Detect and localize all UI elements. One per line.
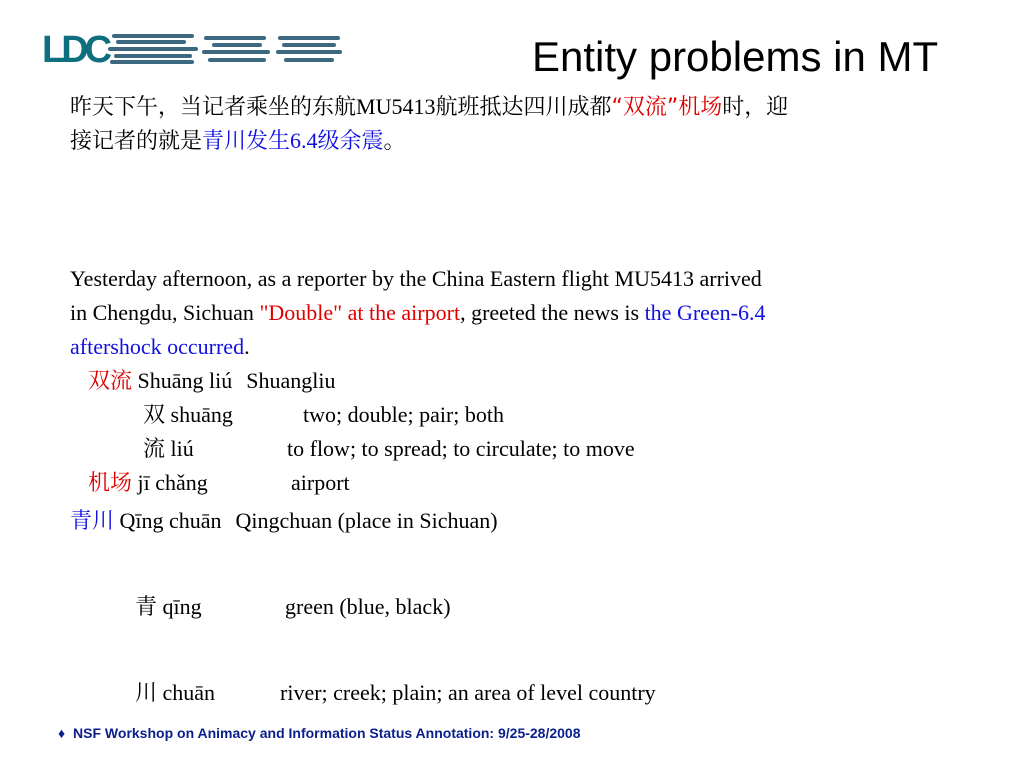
english-line3 — [70, 330, 250, 364]
entity-shuangliu-airport: “双流”机场 — [611, 95, 723, 120]
logo-text: LDC — [42, 29, 109, 68]
gloss-shuang-meaning: two; double; pair; both — [303, 402, 505, 427]
gloss-qing-meaning: green (blue, black) — [285, 594, 451, 619]
gloss-jichang-meaning: airport — [291, 470, 350, 495]
gloss-liu — [143, 432, 194, 467]
en-period: . — [244, 334, 250, 359]
gloss-pinyin: chuān — [162, 680, 216, 705]
zh-text: 接记者的就是 — [70, 129, 203, 154]
ldc-logo — [42, 28, 362, 68]
gloss-hanzi: 青 — [135, 595, 158, 620]
gloss-chuan — [135, 676, 215, 711]
gloss-pinyin: Shuāng liú — [137, 368, 233, 393]
gloss-qingchuan — [70, 504, 498, 539]
en-text: , greeted the news is — [460, 300, 645, 325]
gloss-jichang — [88, 466, 208, 501]
magnitude-number: 6.4 — [290, 128, 318, 153]
zh-text: 昨天下午，当记者乘坐的东航 — [70, 95, 357, 120]
footer — [58, 725, 581, 741]
gloss-hanzi: 川 — [135, 681, 158, 706]
zh-text: 时，迎 — [722, 95, 789, 120]
gloss-chuan-meaning: river; creek; plain; an area of level country — [280, 680, 656, 705]
gloss-meaning: Shuangliu — [246, 368, 336, 393]
english-line1: Yesterday afternoon, as a reporter by the China Eastern flight MU5413 arrived — [70, 266, 762, 291]
gloss-hanzi: 双流 — [88, 369, 133, 394]
gloss-meaning: Qingchuan (place in Sichuan) — [235, 508, 498, 533]
gloss-pinyin: liú — [170, 436, 194, 461]
slide-title: Entity problems in MT — [532, 33, 939, 80]
gloss-pinyin: Qīng chuān — [119, 508, 222, 533]
english-line2 — [70, 296, 766, 330]
aftershock-text: 级余震 — [317, 129, 384, 154]
zh-period: 。 — [383, 129, 406, 154]
gloss-hanzi: 机场 — [88, 471, 133, 496]
gloss-hanzi: 双 — [143, 403, 166, 428]
entity-double-airport: "Double" at the airport — [259, 300, 461, 325]
entity-qingchuan: 青川发生 — [202, 129, 291, 154]
gloss-pinyin: qīng — [162, 594, 202, 619]
gloss-qing — [135, 590, 202, 625]
en-text: in Chengdu, Sichuan — [70, 300, 260, 325]
entity-green-64: the Green-6.4 — [644, 300, 766, 325]
gloss-hanzi: 青川 — [70, 509, 115, 534]
gloss-pinyin: jī chǎng — [137, 470, 208, 495]
zh-text: 航班抵达四川成都 — [435, 95, 612, 120]
gloss-liu-meaning: to flow; to spread; to circulate; to move — [287, 436, 635, 461]
gloss-hanzi: 流 — [143, 437, 166, 462]
gloss-pinyin: shuāng — [170, 402, 233, 427]
gloss-shuang — [143, 398, 233, 433]
footer-text: NSF Workshop on Animacy and Information Status Annotation: 9/25-28/2008 — [73, 725, 581, 741]
gloss-shuangliu — [88, 364, 335, 399]
entity-aftershock: aftershock occurred — [70, 334, 245, 359]
chinese-sentence-line1 — [70, 90, 788, 125]
flight-number: MU5413 — [356, 94, 436, 119]
diamond-bullet-icon: ♦ — [58, 725, 66, 741]
chinese-sentence-line2 — [70, 124, 406, 159]
